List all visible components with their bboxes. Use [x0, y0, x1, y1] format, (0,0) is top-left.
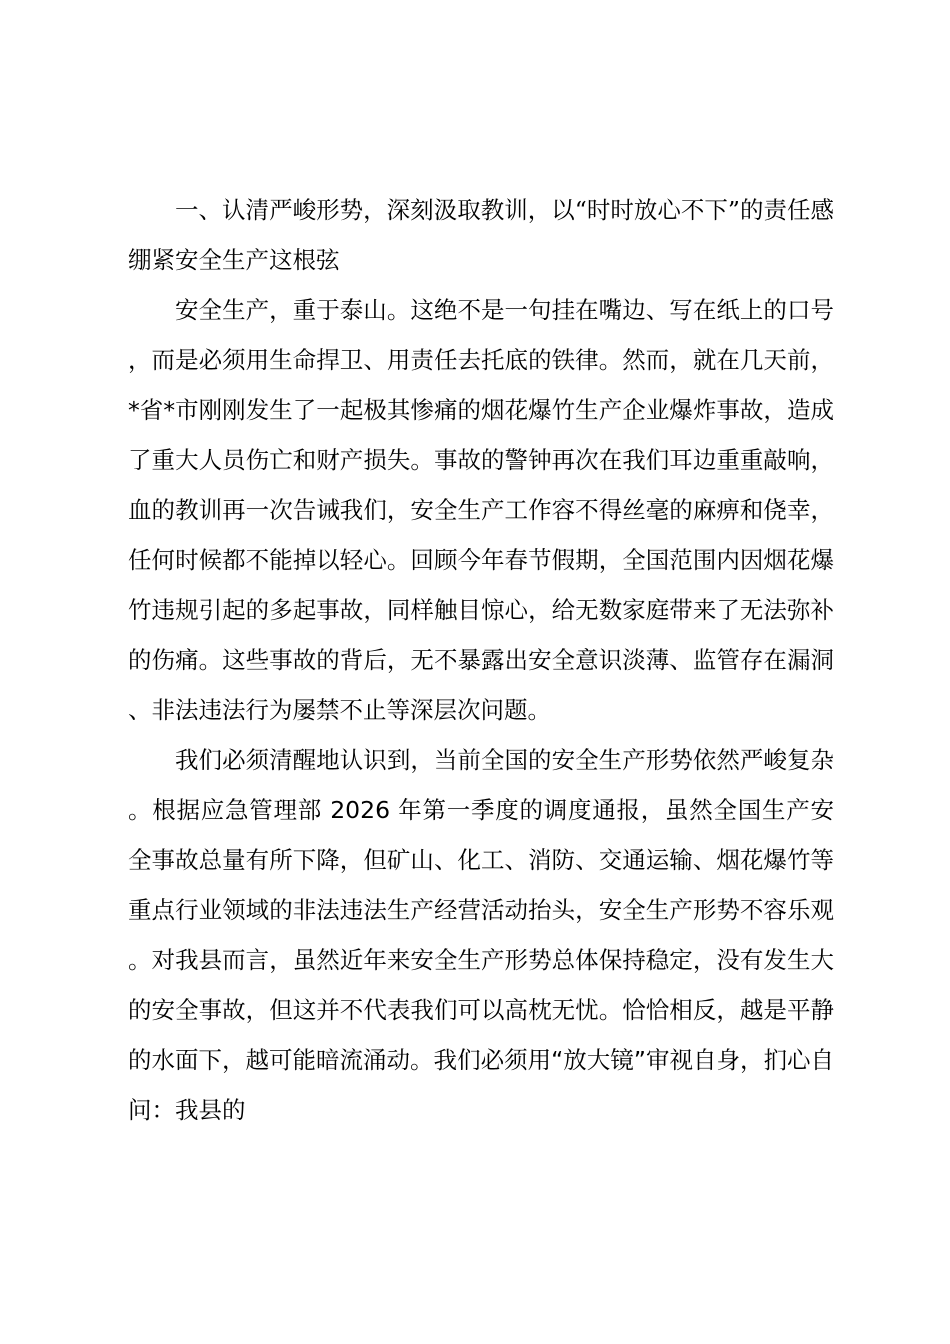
document-body	[128, 185, 834, 1135]
paragraph-1: 安全生产，重于泰山。这绝不是一句挂在嘴边、写在纸上的口号，而是必须用生命捍卫、用责任去托底的铁律。然而，就在几天前，*省*市刚刚发生了一起极其惨痛的烟花爆竹生产企业爆炸事故，造成了重大人员伤亡和财产损失。事故的警钟再次在我们耳边重重敲响，血的教训再一次告诫我们，安全生产工作容不得丝毫的麻痹和侥幸，任何时候都不能掉以轻心。回顾今年春节假期，全国范围内因烟花爆竹违规引起的多起事故，同样触目惊心，给无数家庭带来了无法弥补的伤痛。这些事故的背后，无不暴露出安全意识淡薄、监管存在漏洞、非法违法行为屡禁不止等深层次问题。	[128, 296, 834, 724]
section-heading: 一、认清严峻形势，深刻汲取教训，以“时时放心不下”的责任感绷紧安全生产这根弦	[128, 196, 834, 274]
paragraph-2: 我们必须清醒地认识到，当前全国的安全生产形势依然严峻复杂。根据应急管理部 2026 年第一季度的调度通报，虽然全国生产安全事故总量有所下降，但矿山、化工、消防、交通运输、烟花爆竹等重点行业领域的非法违法生产经营活动抬头，安全生产形势不容乐观。对我县而言，虽然近年来安全生产形势总体保持稳定，没有发生大的安全事故，但这并不代表我们可以高枕无忧。恰恰相反，越是平静的水面下，越可能暗流涌动。我们必须用“放大镜”审视自身，扪心自问：我县的	[128, 746, 834, 1124]
